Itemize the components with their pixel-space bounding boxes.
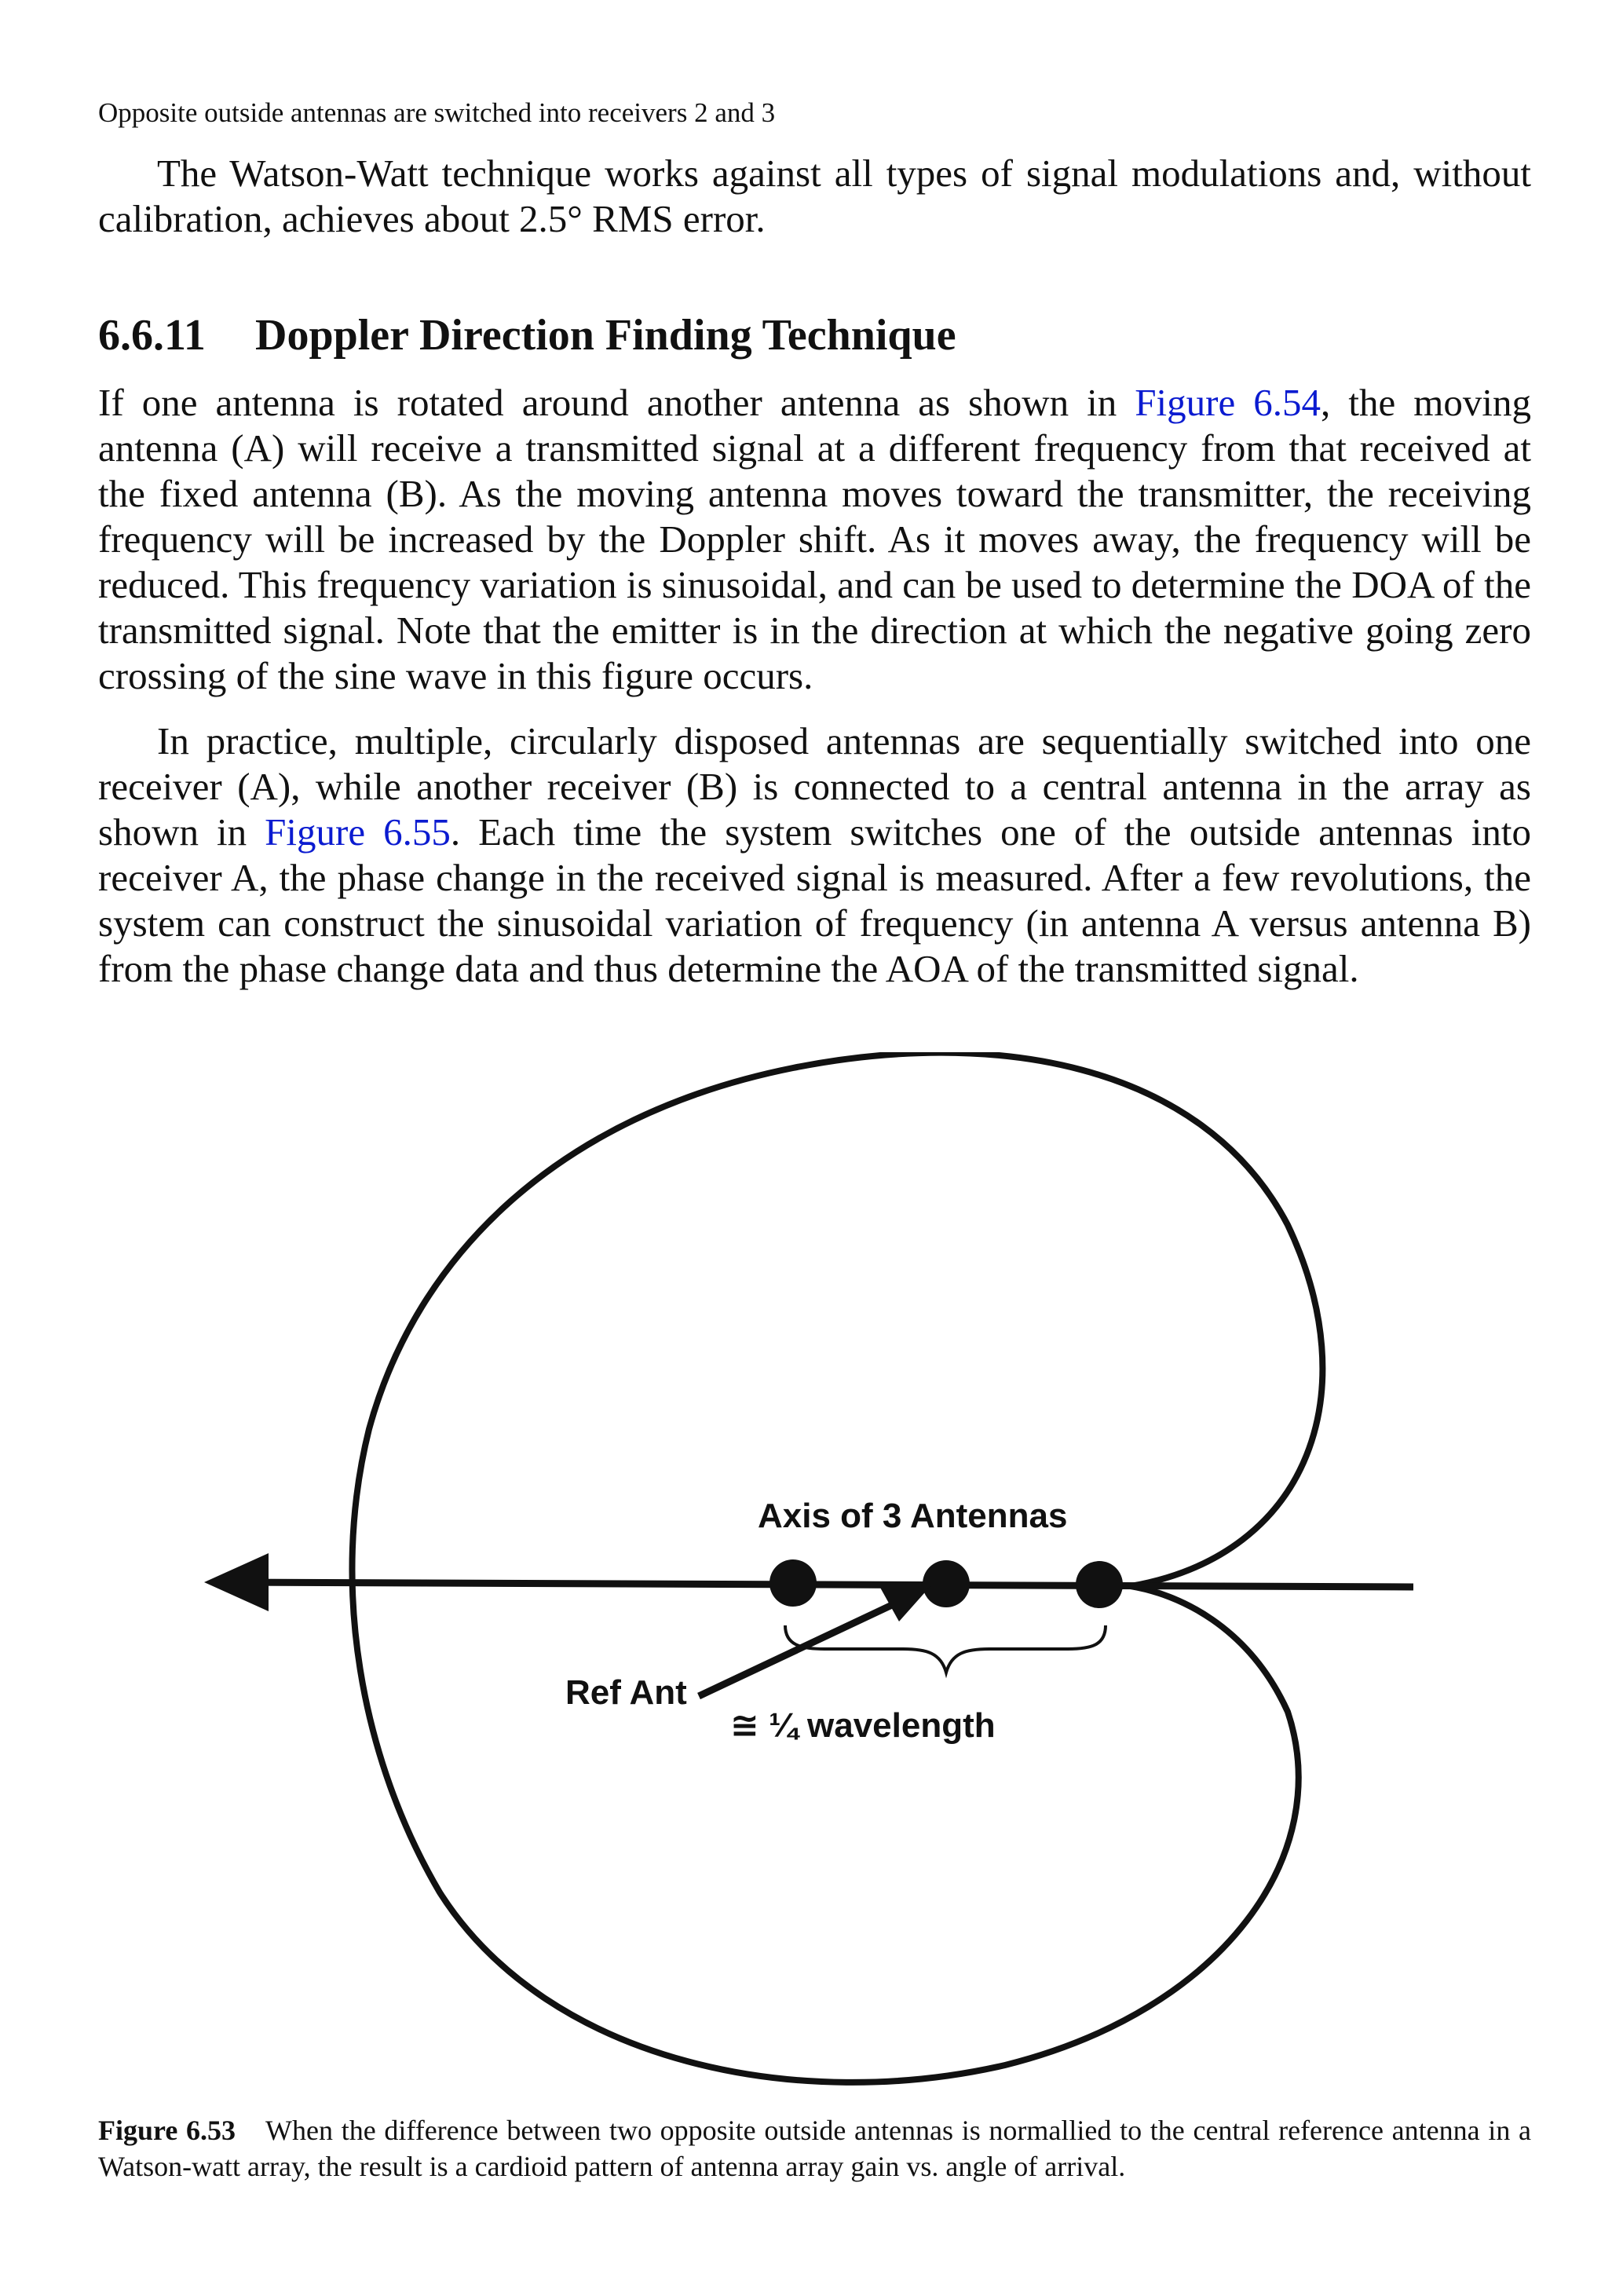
paragraph-text: If one antenna is rotated around another antenna as shown in [98, 381, 1135, 424]
cardioid-figure [181, 1052, 1453, 2104]
cardioid-diagram [181, 1052, 1453, 2104]
arrow-left-icon [204, 1553, 269, 1611]
cardioid-curve [352, 1053, 1322, 2082]
wavelength-label: ≅ ¼ wavelength [730, 1706, 996, 1745]
axis-label: Axis of 3 Antennas [758, 1497, 1068, 1535]
axis-line [228, 1582, 1413, 1587]
section-title: Doppler Direction Finding Technique [255, 311, 956, 360]
section-heading [98, 308, 956, 363]
paragraph-watson-watt: The Watson-Watt technique works against all types of signal modulations and, without calibration, achieves about 2.5° RMS error. [98, 152, 1531, 240]
antenna-center [923, 1560, 970, 1607]
antenna-right [1076, 1561, 1123, 1608]
figure-caption-text: When the difference between two opposite outside antennas is normallied to the central reference antenna in a Watson-watt array, the result is a cardioid pattern of antenna array gain vs. angle of arrival. [98, 2115, 1531, 2182]
paragraph-doppler-intro [98, 380, 1531, 699]
section-number: 6.6.11 [98, 311, 206, 360]
figure-caption-label: Figure 6.53 [98, 2115, 236, 2146]
ref-ant-label: Ref Ant [565, 1673, 687, 1712]
paragraph-text: , the moving antenna (A) will receive a transmitted signal at a different frequency from that received at the fixed antenna (B). As the moving antenna moves toward the transmitter, the receiving frequency will be increased by the Doppler shift. As it moves away, the frequency will be reduced. This frequency variation is sinusoidal, and can be used to determine the DOA of the transmitted signal. Note that the emitter is in the direction at which the negative going zero crossing of the sine wave in this figure occurs. [98, 381, 1531, 697]
figure-caption [98, 2112, 1531, 2184]
antenna-left [769, 1559, 817, 1607]
figure-6-55-link[interactable]: Figure 6.55 [265, 810, 451, 854]
figure-6-54-link[interactable]: Figure 6.54 [1135, 381, 1321, 424]
paragraph-text: . Each time the system switches one of the outside antennas into receiver A, the phase change in the received signal is measured. After a few revolutions, the system can construct the sinusoidal variation of frequency (in antenna A versus antenna B) from the phase change data and thus determine the AOA of the transmitted signal. [98, 810, 1531, 990]
paragraph-practice [98, 718, 1531, 992]
previous-figure-caption: Opposite outside antennas are switched into receivers 2 and 3 [98, 97, 776, 128]
paragraph-text: In practice, multiple, circularly disposed antennas are sequentially switched into one receiver (A), while another receiver (B) is connected to a central antenna in the array as shown in [98, 719, 1531, 854]
